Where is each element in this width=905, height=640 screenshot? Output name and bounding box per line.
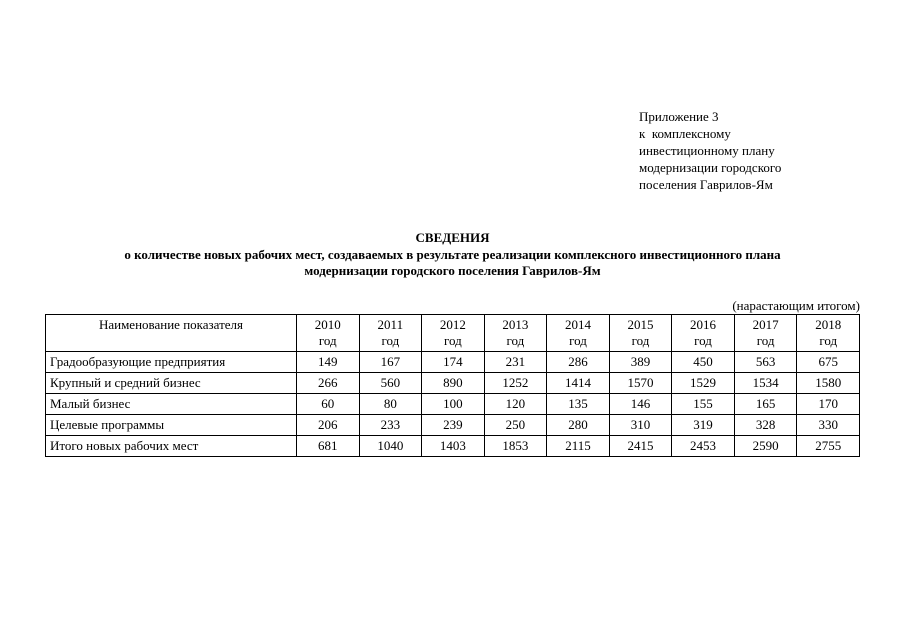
table-cell-value: 310 bbox=[609, 415, 672, 436]
table-cell-value: 149 bbox=[297, 352, 360, 373]
year-header bbox=[609, 315, 672, 352]
year-label: 2012 bbox=[439, 317, 466, 332]
indicator-name-header: Наименование показателя bbox=[46, 315, 297, 352]
year-header bbox=[672, 315, 735, 352]
document-subtitle-line-2: модернизации городского поселения Гаврилов-Ям bbox=[304, 263, 601, 278]
table-cell-value: 286 bbox=[547, 352, 610, 373]
year-header bbox=[422, 315, 485, 352]
table-cell-value: 1414 bbox=[547, 373, 610, 394]
appendix-line: к комплексному bbox=[639, 126, 731, 141]
table-cell-value: 2115 bbox=[547, 436, 610, 457]
table-cell-value: 233 bbox=[359, 415, 422, 436]
table-body bbox=[46, 352, 860, 457]
table-header-row bbox=[46, 315, 860, 352]
year-label: 2011 bbox=[377, 317, 404, 332]
year-header bbox=[297, 315, 360, 352]
table-cell-value: 165 bbox=[734, 394, 797, 415]
document-subtitle-line-1: о количестве новых рабочих мест, создаваемых в результате реализации комплексного инвестиционного плана bbox=[124, 247, 781, 262]
table-cell-value: 675 bbox=[797, 352, 860, 373]
appendix-note bbox=[639, 108, 781, 193]
appendix-line: поселения Гаврилов-Ям bbox=[639, 177, 773, 192]
table-cell-value: 120 bbox=[484, 394, 547, 415]
table-cell-value: 155 bbox=[672, 394, 735, 415]
table-cell-value: 100 bbox=[422, 394, 485, 415]
table-cell-value: 231 bbox=[484, 352, 547, 373]
year-label: 2018 bbox=[815, 317, 842, 332]
year-header bbox=[359, 315, 422, 352]
year-label: 2014 bbox=[564, 317, 591, 332]
table-cell-value: 1252 bbox=[484, 373, 547, 394]
table-cell-value: 146 bbox=[609, 394, 672, 415]
table-cell-value: 80 bbox=[359, 394, 422, 415]
table-cell-value: 1040 bbox=[359, 436, 422, 457]
year-header bbox=[734, 315, 797, 352]
table-cell-value: 890 bbox=[422, 373, 485, 394]
table-cell-value: 1529 bbox=[672, 373, 735, 394]
table-cell-value: 280 bbox=[547, 415, 610, 436]
table-cell-value: 1570 bbox=[609, 373, 672, 394]
year-label: 2015 bbox=[627, 317, 654, 332]
indicator-name: Градообразующие предприятия bbox=[46, 352, 297, 373]
year-suffix: год bbox=[569, 333, 587, 348]
table-cell-value: 2755 bbox=[797, 436, 860, 457]
year-suffix: год bbox=[631, 333, 650, 348]
table-cell-value: 389 bbox=[609, 352, 672, 373]
cumulative-note: (нарастающим итогом) bbox=[732, 298, 860, 313]
table-cell-value: 174 bbox=[422, 352, 485, 373]
document-title: СВЕДЕНИЯ bbox=[415, 230, 490, 245]
table-cell-value: 250 bbox=[484, 415, 547, 436]
table-cell-value: 1403 bbox=[422, 436, 485, 457]
table-cell-value: 266 bbox=[297, 373, 360, 394]
indicator-name: Итого новых рабочих мест bbox=[46, 436, 297, 457]
table-cell-value: 328 bbox=[734, 415, 797, 436]
table-cell-value: 2415 bbox=[609, 436, 672, 457]
year-suffix: год bbox=[506, 333, 525, 348]
year-suffix: год bbox=[819, 333, 838, 348]
appendix-line: инвестиционному плану bbox=[639, 143, 775, 158]
year-label: 2010 bbox=[314, 317, 341, 332]
year-header bbox=[547, 315, 610, 352]
indicator-name: Крупный и средний бизнес bbox=[46, 373, 297, 394]
table-cell-value: 1853 bbox=[484, 436, 547, 457]
table-cell-value: 2590 bbox=[734, 436, 797, 457]
year-suffix: год bbox=[756, 333, 775, 348]
indicator-name: Малый бизнес bbox=[46, 394, 297, 415]
year-header bbox=[484, 315, 547, 352]
year-label: 2017 bbox=[752, 317, 779, 332]
table-cell-value: 2453 bbox=[672, 436, 735, 457]
year-suffix: год bbox=[443, 333, 462, 348]
table-cell-value: 1580 bbox=[797, 373, 860, 394]
table-row bbox=[46, 436, 860, 457]
table-row bbox=[46, 394, 860, 415]
table-cell-value: 319 bbox=[672, 415, 735, 436]
jobs-table bbox=[45, 314, 860, 457]
table-cell-value: 450 bbox=[672, 352, 735, 373]
table-cell-value: 563 bbox=[734, 352, 797, 373]
year-label: 2013 bbox=[502, 317, 529, 332]
table-cell-value: 170 bbox=[797, 394, 860, 415]
table-row bbox=[46, 352, 860, 373]
appendix-line: модернизации городского bbox=[639, 160, 782, 175]
table-cell-value: 681 bbox=[297, 436, 360, 457]
table-cell-value: 167 bbox=[359, 352, 422, 373]
table-row bbox=[46, 373, 860, 394]
year-header bbox=[797, 315, 860, 352]
table-cell-value: 560 bbox=[359, 373, 422, 394]
year-suffix: год bbox=[694, 333, 712, 348]
appendix-line: Приложение 3 bbox=[639, 109, 719, 124]
year-suffix: год bbox=[318, 333, 337, 348]
table-cell-value: 206 bbox=[297, 415, 360, 436]
table-row bbox=[46, 415, 860, 436]
table-cell-value: 135 bbox=[547, 394, 610, 415]
year-suffix: год bbox=[381, 333, 400, 348]
table-cell-value: 239 bbox=[422, 415, 485, 436]
table-cell-value: 1534 bbox=[734, 373, 797, 394]
table-cell-value: 330 bbox=[797, 415, 860, 436]
table-cell-value: 60 bbox=[297, 394, 360, 415]
year-label: 2016 bbox=[690, 317, 717, 332]
indicator-name: Целевые программы bbox=[46, 415, 297, 436]
